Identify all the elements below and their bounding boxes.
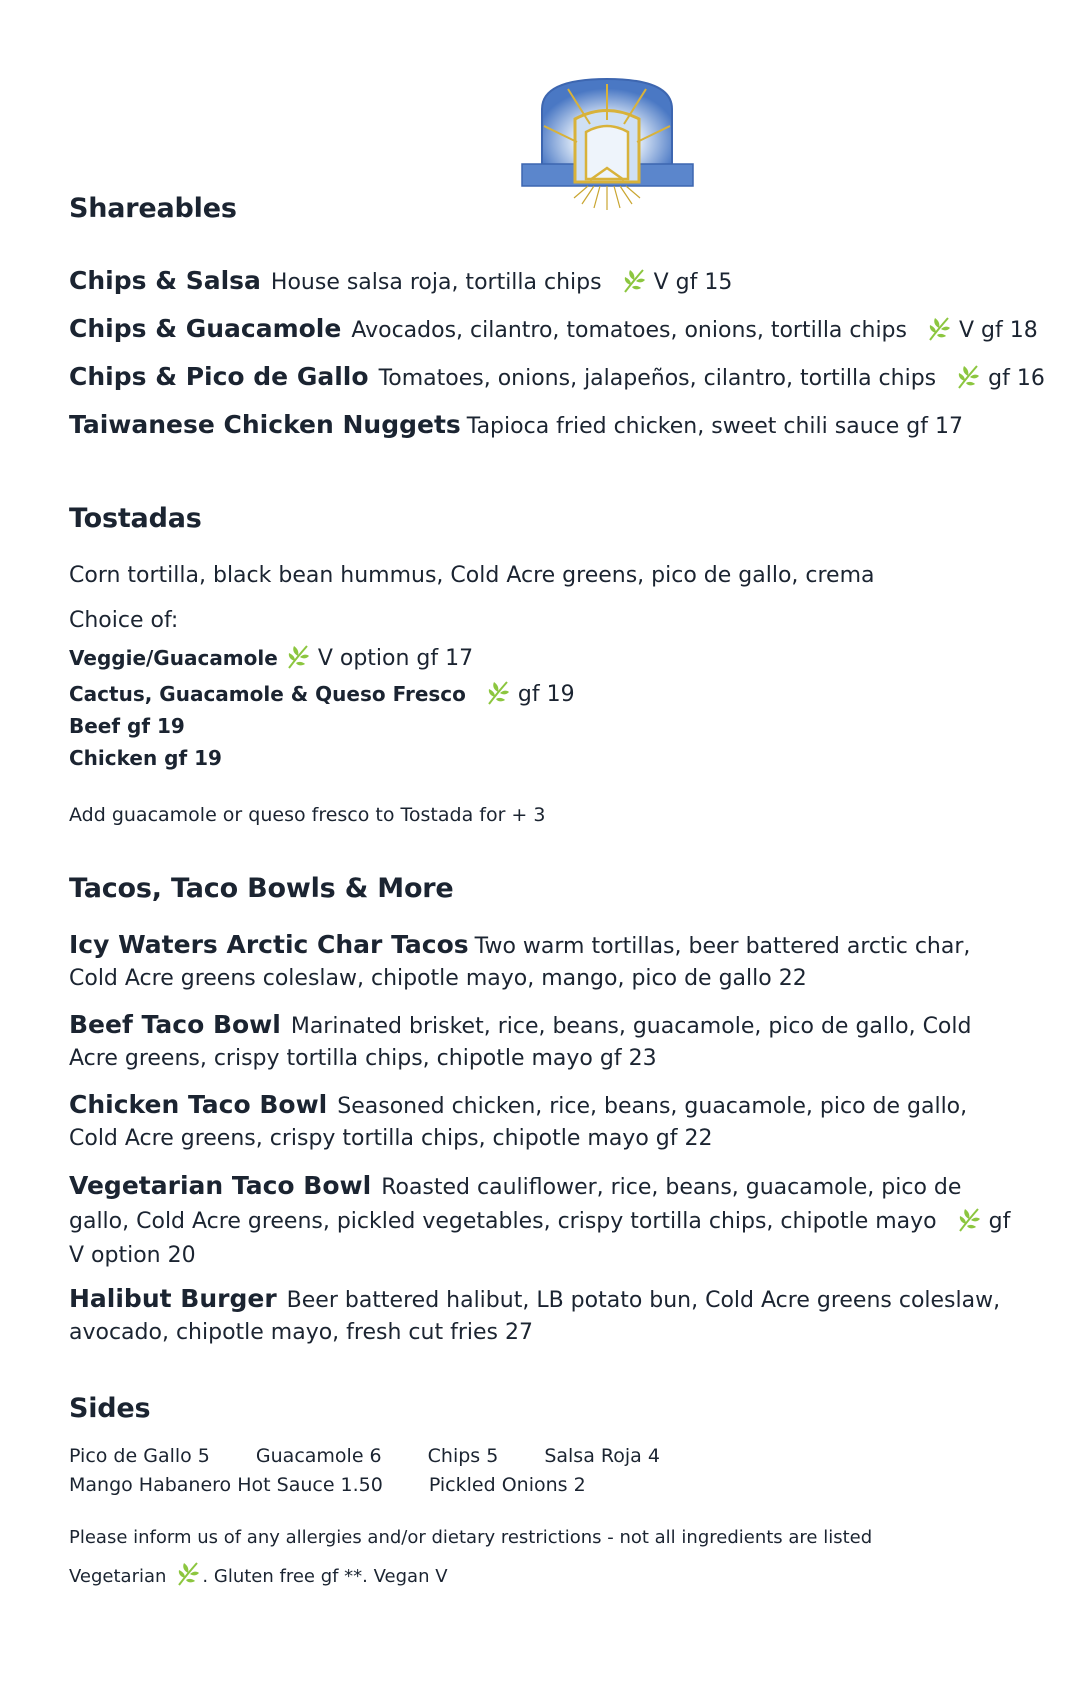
item-description: Tomatoes, onions, jalapeños, cilantro, tortilla chips	[378, 366, 937, 391]
choice-name: Cactus, Guacamole & Queso Fresco	[69, 682, 466, 706]
section-title-shareables: Shareables	[69, 193, 237, 224]
item-name: Chicken Taco Bowl	[69, 1090, 328, 1119]
item-name: Beef Taco Bowl	[69, 1010, 281, 1039]
item-name: Taiwanese Chicken Nuggets	[69, 410, 461, 439]
menu-item	[69, 409, 963, 443]
tostadas-addon-note: Add guacamole or queso fresco to Tostada for + 3	[69, 804, 546, 826]
menu-item	[69, 929, 1019, 995]
item-description: Marinated brisket, rice, beans, guacamole, pico de gallo, Cold Acre greens, crispy tortilla chips, chipotle mayo gf 23	[69, 1014, 972, 1071]
menu-item	[69, 1169, 1019, 1273]
item-description: Beer battered halibut, LB potato bun, Cold Acre greens coleslaw, avocado, chipotle mayo, fresh cut fries 27	[69, 1288, 1001, 1345]
choice-tags-price: V option gf 17	[317, 646, 474, 671]
tostadas-description: Corn tortilla, black bean hummus, Cold Acre greens, pico de gallo, crema	[69, 563, 875, 588]
choice-name: Veggie/Guacamole	[69, 646, 278, 670]
side-item: Chips 5	[427, 1445, 499, 1467]
choice-label: Choice of:	[69, 608, 179, 633]
menu-item	[69, 361, 1045, 395]
choice-item	[69, 644, 473, 671]
leaf-icon	[927, 316, 951, 342]
item-tags-price: V gf 15	[653, 270, 733, 295]
side-item: Salsa Roja 4	[544, 1445, 660, 1467]
choice-item: Beef gf 19	[69, 714, 185, 738]
item-name: Chips & Guacamole	[69, 314, 342, 343]
side-item: Mango Habanero Hot Sauce 1.50	[69, 1474, 383, 1496]
side-item: Pickled Onions 2	[428, 1474, 586, 1496]
menu-item	[69, 1009, 1019, 1075]
choice-item: Chicken gf 19	[69, 746, 222, 770]
legend-vegetarian: Vegetarian	[69, 1566, 167, 1587]
legend-rest: . Gluten free gf **. Vegan V	[202, 1566, 448, 1587]
choice-tags-price: gf 19	[517, 682, 575, 707]
item-tags-price: V gf 18	[958, 318, 1038, 343]
leaf-icon	[956, 364, 980, 390]
item-tags-price: gf V option 20	[69, 1209, 1011, 1268]
item-name: Chips & Salsa	[69, 266, 261, 295]
menu-item	[69, 265, 732, 299]
item-name: Chips & Pico de Gallo	[69, 362, 369, 391]
item-tags-price: gf 16	[988, 366, 1045, 391]
leaf-icon	[486, 680, 510, 706]
section-title-tacos: Tacos, Taco Bowls & More	[69, 873, 454, 904]
leaf-icon	[176, 1561, 200, 1587]
window-arch-logo	[520, 74, 695, 214]
item-description: Roasted cauliflower, rice, beans, guacamole, pico de gallo, Cold Acre greens, pickled vegetables, crispy tortilla chips, chipotle mayo	[69, 1175, 962, 1234]
item-description: Seasoned chicken, rice, beans, guacamole, pico de gallo, Cold Acre greens, crispy tortilla chips, chipotle mayo gf 22	[69, 1094, 968, 1151]
side-item: Pico de Gallo 5	[69, 1445, 210, 1467]
item-description: House salsa roja, tortilla chips	[270, 270, 602, 295]
item-name: Halibut Burger	[69, 1284, 277, 1313]
side-item: Guacamole 6	[255, 1445, 382, 1467]
item-name: Vegetarian Taco Bowl	[69, 1171, 372, 1200]
allergy-note: Please inform us of any allergies and/or dietary restrictions - not all ingredients are listed	[69, 1527, 873, 1548]
item-description: Tapioca fried chicken, sweet chili sauce gf 17	[466, 414, 963, 439]
menu-item	[69, 313, 1038, 347]
dietary-legend	[69, 1561, 448, 1587]
leaf-icon	[286, 644, 310, 670]
item-name: Icy Waters Arctic Char Tacos	[69, 930, 469, 959]
sides-row	[69, 1445, 660, 1467]
section-title-sides: Sides	[69, 1393, 151, 1424]
leaf-icon	[957, 1207, 981, 1233]
section-title-tostadas: Tostadas	[69, 503, 202, 534]
sides-row	[69, 1474, 586, 1496]
menu-item	[69, 1283, 1019, 1349]
item-description: Avocados, cilantro, tomatoes, onions, tortilla chips	[351, 318, 907, 343]
choice-item	[69, 680, 575, 707]
menu-item	[69, 1089, 1019, 1155]
item-description: Two warm tortillas, beer battered arctic char, Cold Acre greens coleslaw, chipotle mayo, mango, pico de gallo 22	[69, 934, 971, 991]
leaf-icon	[622, 268, 646, 294]
